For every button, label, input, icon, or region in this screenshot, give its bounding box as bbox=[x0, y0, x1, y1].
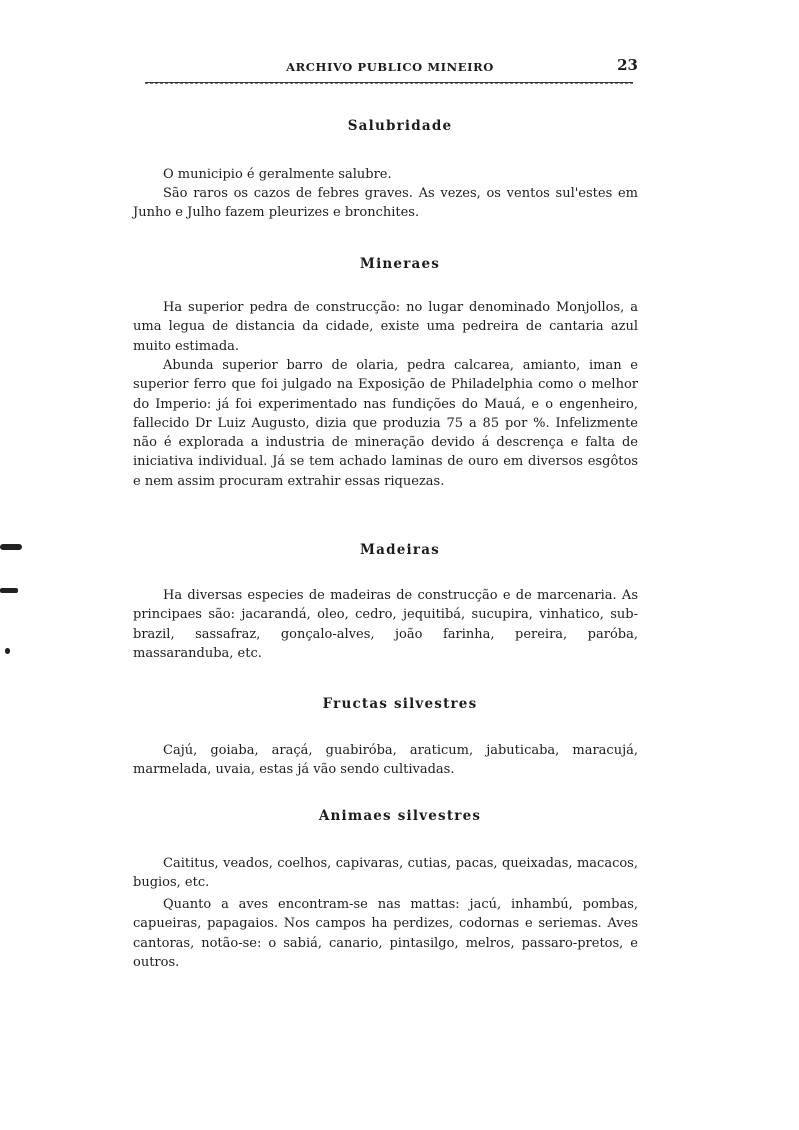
header-rule bbox=[145, 82, 633, 84]
paragraph-mineraes-2: Abunda superior barro de olaria, pedra calcarea, amianto, iman e superior ferro que foi julgado na Exposição de Philadelphia como o melhor do Imperio: já foi experimentado nas fundições do Mauá, e o engenheiro, fallecido Dr Luiz Augusto, dizia que produzia 75 a 85 por %. Infelizmente não é explorada a industria de mineração devido á descrença e falta de iniciativa individual. Já se tem achado laminas de ouro em diversos esgôtos e nem assim procuram extrahir essas riquezas. bbox=[133, 358, 638, 489]
section-heading-salubridade: Salubridade bbox=[347, 118, 453, 134]
paragraph-animaes-1: Caititus, veados, coelhos, capivaras, cutias, pacas, queixadas, macacos, bugios, etc. bbox=[133, 856, 638, 891]
paragraph-fructas-1: Cajú, goiaba, araçá, guabiróba, araticum, jabuticaba, maracujá, marmelada, uvaia, estas já vão sendo cultivadas. bbox=[133, 743, 638, 778]
paragraph-animaes-2: Quanto a aves encontram-se nas mattas: jacú, inhambú, pombas, capueiras, papagaios. Nos campos ha perdizes, codornas e seriemas. Aves cantoras, notão-se: o sabiá, canario, pintasilgo, melros, passaro-pretos, e outros. bbox=[133, 897, 638, 970]
paragraph-salubridade-1: O municipio é geralmente salubre. bbox=[163, 167, 392, 182]
section-heading-animaes: Animaes silvestres bbox=[318, 808, 482, 824]
section-heading-mineraes: Mineraes bbox=[359, 256, 441, 272]
section-heading-fructas: Fructas silvestres bbox=[322, 696, 478, 712]
page-number: 23 bbox=[617, 56, 638, 74]
paragraph-salubridade-2: São raros os cazos de febres graves. As vezes, os ventos sul'estes em Junho e Julho fazem pleurizes e bronchites. bbox=[133, 186, 638, 221]
section-heading-madeiras: Madeiras bbox=[360, 542, 440, 558]
paragraph-madeiras-1: Ha diversas especies de madeiras de construcção e de marcenaria. As principaes são: jacarandá, oleo, cedro, jequitibá, sucupira, vinhatico, sub-brazil, sassafraz, gonçalo-alves, joão farinha, pereira, paróba, massaranduba, etc. bbox=[133, 588, 638, 661]
binding-mark-middle bbox=[0, 588, 18, 593]
paragraph-mineraes-1: Ha superior pedra de construcção: no lugar denominado Monjollos, a uma legua de distancia da cidade, existe uma pedreira de cantaria azul muito estimada. bbox=[133, 300, 638, 354]
binding-mark-top bbox=[0, 544, 22, 550]
running-title: ARCHIVO PUBLICO MINEIRO bbox=[286, 60, 494, 74]
binding-mark-bottom bbox=[5, 648, 10, 654]
running-header bbox=[140, 56, 640, 82]
